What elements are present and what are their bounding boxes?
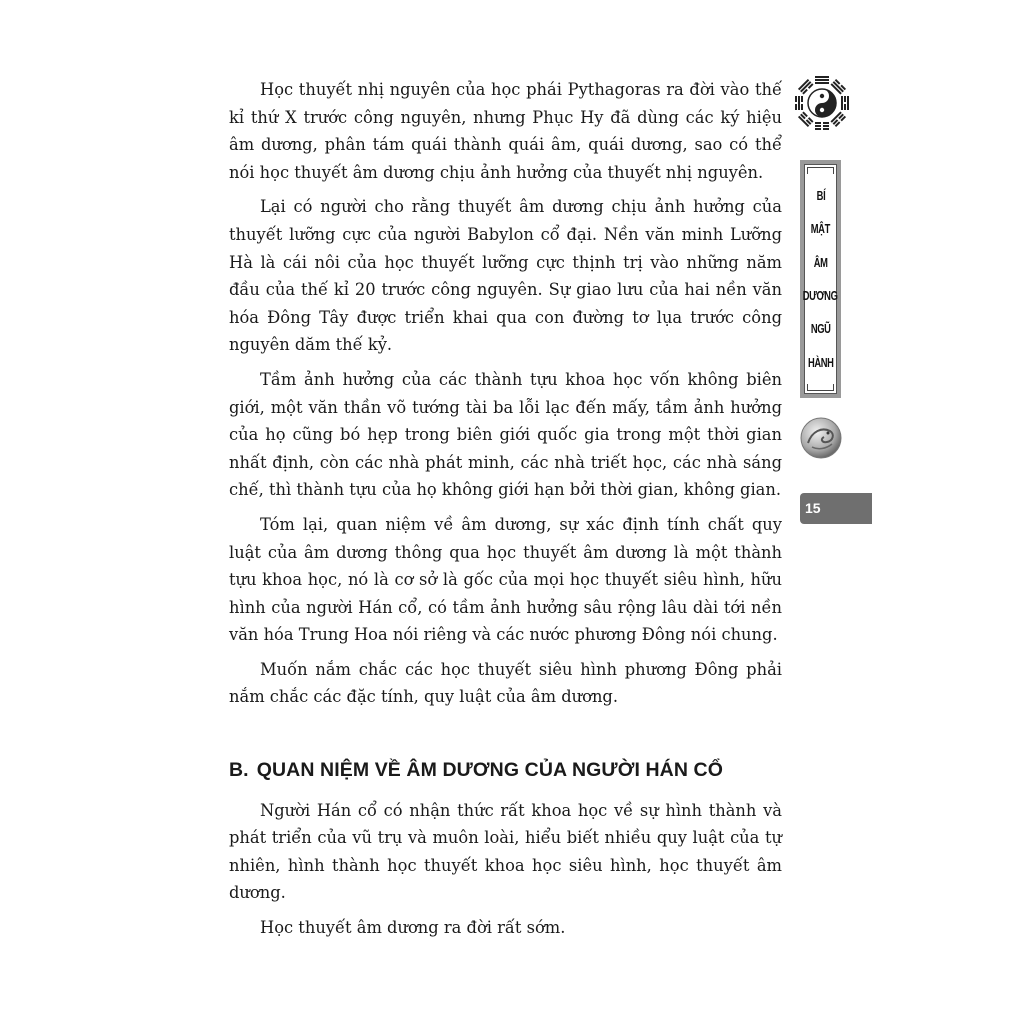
- dragon-medallion-icon: [800, 417, 842, 459]
- paragraph: Học thuyết âm dương ra đời rất sớm.: [260, 918, 566, 938]
- title-word: MẬT: [810, 221, 831, 237]
- section-title: QUAN NIỆM VỀ ÂM DƯƠNG CỦA NGƯỜI HÁN CỔ: [256, 759, 723, 782]
- paragraph: Người Hán cổ có nhận thức rất khoa học về sự hình thành và phát triển của vũ trụ và muôn loài, hiểu biết nhiều quy luật của tự nhiên, hình thành học thuyết khoa học siêu hình, học thuyết âm dương.: [229, 800, 782, 903]
- page-number-tab: [800, 493, 872, 524]
- yin-yang-bagua-icon: [793, 74, 851, 132]
- section-number: B.: [229, 759, 249, 782]
- paragraph: Tóm lại, quan niệm về âm dương, sự xác định tính chất quy luật của âm dương thông qua học thuyết âm dương là một thành tựu khoa học, nó là cơ sở là gốc của mọi học thuyết siêu hình, hữu hình của người Hán cổ, có tầm ảnh hưởng sâu rộng lâu dài tới nền văn hóa Trung Hoa nói riêng và các nước phương Đông nói chung.: [229, 514, 782, 645]
- title-word: BÍ: [816, 188, 825, 204]
- book-title-frame: [804, 164, 837, 394]
- title-word: DƯƠNG: [803, 288, 838, 304]
- title-word: NGŨ: [810, 321, 831, 337]
- paragraph: Lại có người cho rằng thuyết âm dương chịu ảnh hưởng của thuyết lưỡng cực của người Babylon cổ đại. Nền văn minh Lưỡng Hà là cái nôi của học thuyết lưỡng cực thịnh trị vào những năm đầu của thế kỉ 20 trước công nguyên. Sự giao lưu của hai nền văn hóa Đông Tây được triển khai qua con đường tơ lụa trước công nguyên dăm thế kỷ.: [229, 197, 782, 355]
- book-title-panel: [800, 160, 841, 398]
- paragraph: Muốn nắm chắc các học thuyết siêu hình phương Đông phải nắm chắc các đặc tính, quy luật của âm dương.: [229, 659, 782, 707]
- section-heading: [229, 757, 782, 785]
- title-word: ÂM: [813, 254, 828, 270]
- paragraph: Học thuyết nhị nguyên của học phái Pythagoras ra đời vào thế kỉ thứ X trước công nguyên, nhưng Phục Hy đã dùng các ký hiệu âm dương, phân tám quái thành quái âm, quái dương, sao có thể nói học thuyết âm dương chịu ảnh hưởng của thuyết nhị nguyên.: [229, 80, 782, 182]
- page-number: 15: [805, 500, 821, 516]
- title-word: HÀNH: [807, 354, 834, 370]
- body-text-column: [229, 76, 782, 949]
- paragraph: Tầm ảnh hưởng của các thành tựu khoa học vốn không biên giới, một văn thần võ tướng tài ba lỗi lạc đến mấy, tầm ảnh hưởng của họ cũng bó hẹp trong biên giới quốc gia trong một thời gian nhất định, còn các nhà phát minh, các nhà triết học, các nhà sáng chế, thì thành tựu của họ không giới hạn bởi thời gian, không gian.: [229, 369, 782, 500]
